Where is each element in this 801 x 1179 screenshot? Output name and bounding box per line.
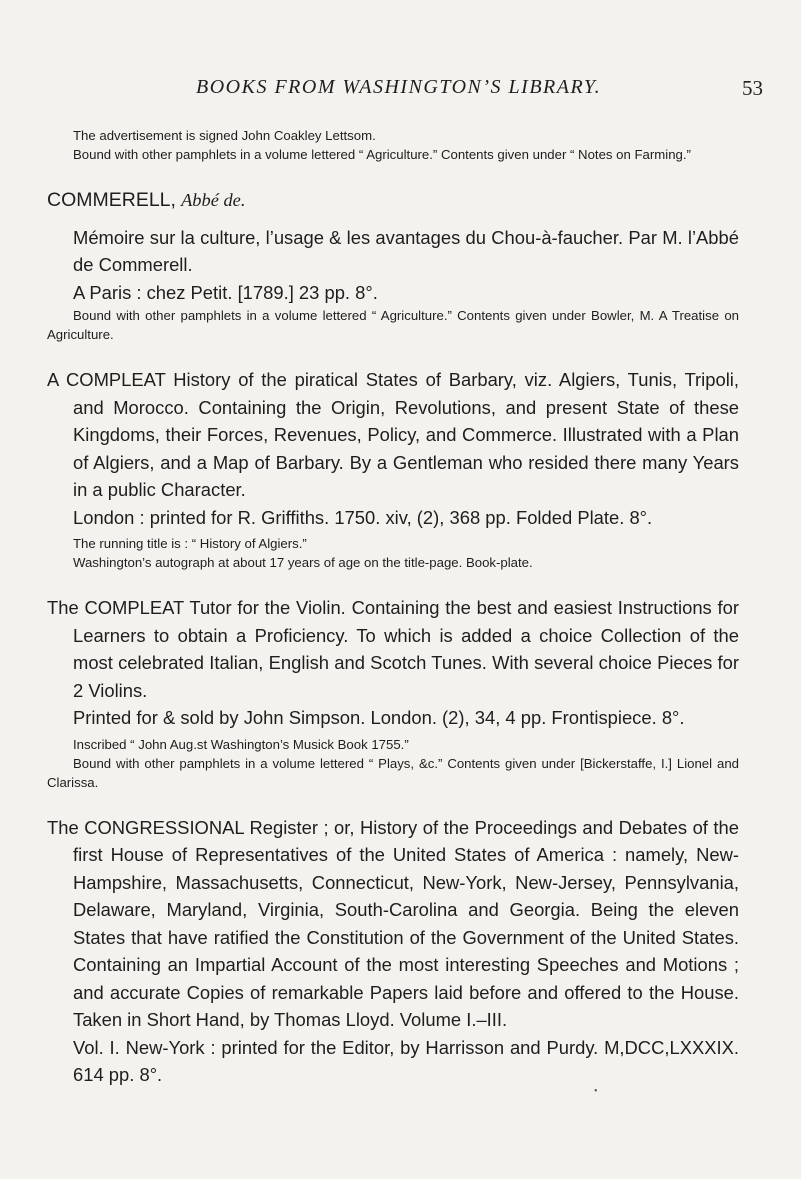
entry-note: The advertisement is signed John Coakley Lettsom. bbox=[73, 128, 376, 143]
entry-imprint: Vol. I. New-York : printed for the Editor, by Harrisson and Purdy. M,DCC,LXXXIX. 614 pp. 8°. bbox=[73, 1036, 739, 1085]
catalogue-entry bbox=[47, 594, 739, 792]
entry-heading bbox=[47, 186, 739, 215]
entry-imprint: London : printed for R. Griffiths. 1750. xiv, (2), 368 pp. Folded Plate. 8°. bbox=[73, 506, 653, 528]
entry-imprint: Printed for & sold by John Simpson. London. (2), 34, 4 pp. Frontispiece. 8°. bbox=[73, 707, 685, 728]
entry-note: Inscribed “ John Aug.st Washington’s Musick Book 1755.” bbox=[73, 736, 409, 752]
entry-note: Bound with other pamphlets in a volume lettered “ Agriculture.” Contents given under “ Notes on Farming.” bbox=[73, 147, 691, 162]
catalogue-text bbox=[47, 126, 739, 1089]
catalogue-entry bbox=[47, 814, 739, 1089]
catalogue-entry bbox=[47, 186, 739, 344]
running-head bbox=[0, 76, 801, 106]
entry-title: The COMPLEAT Tutor for the Violin. Containing the best and easiest Instructions for Learners to obtain a Proficiency. To which is added a choice Collection of the most celebrated Italian, English and Scotch Tunes. With several choice Pieces for 2 Violins. bbox=[47, 597, 739, 701]
entry-note: Bound with other pamphlets in a volume lettered “ Plays, &c.” Contents given under [Bickerstaffe, I.] Lionel and Clarissa. bbox=[47, 755, 739, 790]
running-head-title: BOOKS FROM WASHINGTON’S LIBRARY. bbox=[196, 76, 602, 98]
entry-title: The CONGRESSIONAL Register ; or, History of the Proceedings and Debates of the first House of Representatives of the United States of America : namely, New-Hampshire, Massachusetts, Connecticut, New-York, New-Jersey, Pennsylvania, Delaware, Maryland, Virginia, South-Carolina and Georgia. Being the eleven States that have ratified the Constitution of the Government of the United States. Containing an Impartial Account of the most interesting Speeches and Motions ; and accurate Copies of remarkable Papers laid before and offered to the House. Taken in Short Hand, by Thomas Lloyd. Volume I.–III. bbox=[47, 816, 739, 1030]
entry-imprint: A Paris : chez Petit. [1789.] 23 pp. 8°. bbox=[73, 281, 378, 303]
page-number: 53 bbox=[742, 76, 763, 100]
entry-title: A COMPLEAT History of the piratical States of Barbary, viz. Algiers, Tunis, Tripoli, and Morocco. Containing the Origin, Revolutions, and present State of these Kingdoms, their Forces, Revenues, Policy, and Commerce. Illustrated with a Plan of Algiers, and a Map of Barbary. By a Gentleman who resided there many Years in a public Character. bbox=[47, 369, 739, 500]
entry-note: Washington’s autograph at about 17 years of age on the title-page. Book-plate. bbox=[73, 555, 533, 570]
entry-heading-suffix: Abbé de. bbox=[181, 190, 246, 210]
page-speck: • bbox=[594, 1086, 598, 1097]
entry-note: The running title is : “ History of Algiers.” bbox=[73, 536, 307, 551]
entry-title: Mémoire sur la culture, l’usage & les avantages du Chou-à-faucher. Par M. l’Abbé de Commerell. bbox=[73, 226, 739, 275]
catalogue-entry bbox=[47, 366, 739, 572]
entry-heading-name: COMMERELL, bbox=[47, 189, 176, 211]
entry-note: Bound with other pamphlets in a volume lettered “ Agriculture.” Contents given under Bowler, M. A Treatise on Agriculture. bbox=[47, 308, 739, 342]
